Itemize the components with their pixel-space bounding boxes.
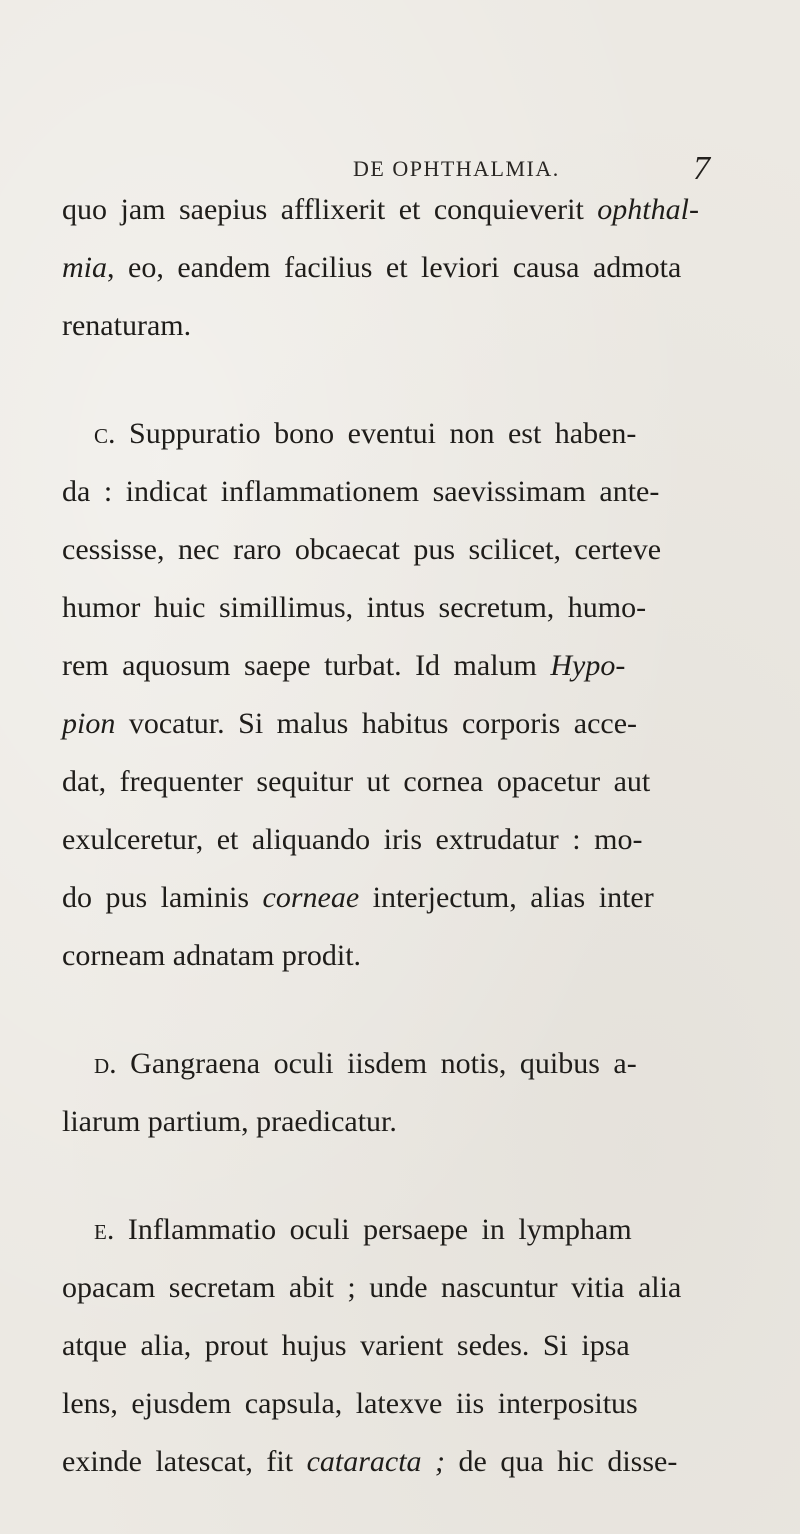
italic-term: ophthal- bbox=[597, 193, 699, 226]
page-number: 7 bbox=[693, 150, 710, 187]
text-line: cessisse, nec raro obcaecat pus scilicet, certeve bbox=[62, 533, 662, 566]
running-head: DE OPHTHALMIA. bbox=[353, 156, 560, 181]
text-line: d. Gangraena oculi iisdem notis, quibus a- bbox=[94, 1047, 637, 1080]
text-line: do pus laminis corneae interjectum, alias inter bbox=[62, 881, 654, 914]
text-line: liarum partium, praedicatur. bbox=[62, 1105, 397, 1138]
text-line: exulceretur, et aliquando iris extrudatur : mo- bbox=[62, 823, 643, 856]
italic-term: corneae bbox=[262, 881, 360, 914]
paragraph-label: c. bbox=[94, 417, 116, 450]
text-line: humor huic simillimus, intus secretum, humo- bbox=[62, 591, 647, 624]
paragraph-label: d. bbox=[94, 1047, 117, 1080]
text-line: atque alia, prout hujus varient sedes. Si ipsa bbox=[62, 1329, 630, 1362]
text-line: mia, eo, eandem facilius et leviori causa admota bbox=[62, 251, 682, 284]
italic-term: Hypo- bbox=[550, 649, 626, 682]
italic-term: cataracta ; bbox=[306, 1445, 446, 1478]
text-line: quo jam saepius afflixerit et conquieverit ophthal- bbox=[62, 193, 699, 226]
text-line: dat, frequenter sequitur ut cornea opacetur aut bbox=[62, 765, 651, 798]
text-line: corneam adnatam prodit. bbox=[62, 939, 362, 972]
text-line: e. Inflammatio oculi persaepe in lympham bbox=[94, 1213, 632, 1246]
text-line: opacam secretam abit ; unde nascuntur vitia alia bbox=[62, 1271, 682, 1304]
text-line: rem aquosum saepe turbat. Id malum Hypo- bbox=[62, 649, 626, 682]
page-header bbox=[0, 150, 800, 190]
text-line: da : indicat inflammationem saevissimam ante- bbox=[62, 475, 660, 508]
text-line: pion vocatur. Si malus habitus corporis acce- bbox=[62, 707, 638, 740]
paragraph-label: e. bbox=[94, 1213, 115, 1246]
italic-term: pion bbox=[62, 707, 116, 740]
italic-term: mia bbox=[62, 251, 107, 284]
text-line: c. Suppuratio bono eventui non est haben- bbox=[94, 417, 637, 450]
text-line: lens, ejusdem capsula, latexve iis interpositus bbox=[62, 1387, 638, 1420]
text-line: exinde latescat, fit cataracta ; de qua hic disse- bbox=[62, 1445, 678, 1478]
text-line: renaturam. bbox=[62, 309, 192, 342]
